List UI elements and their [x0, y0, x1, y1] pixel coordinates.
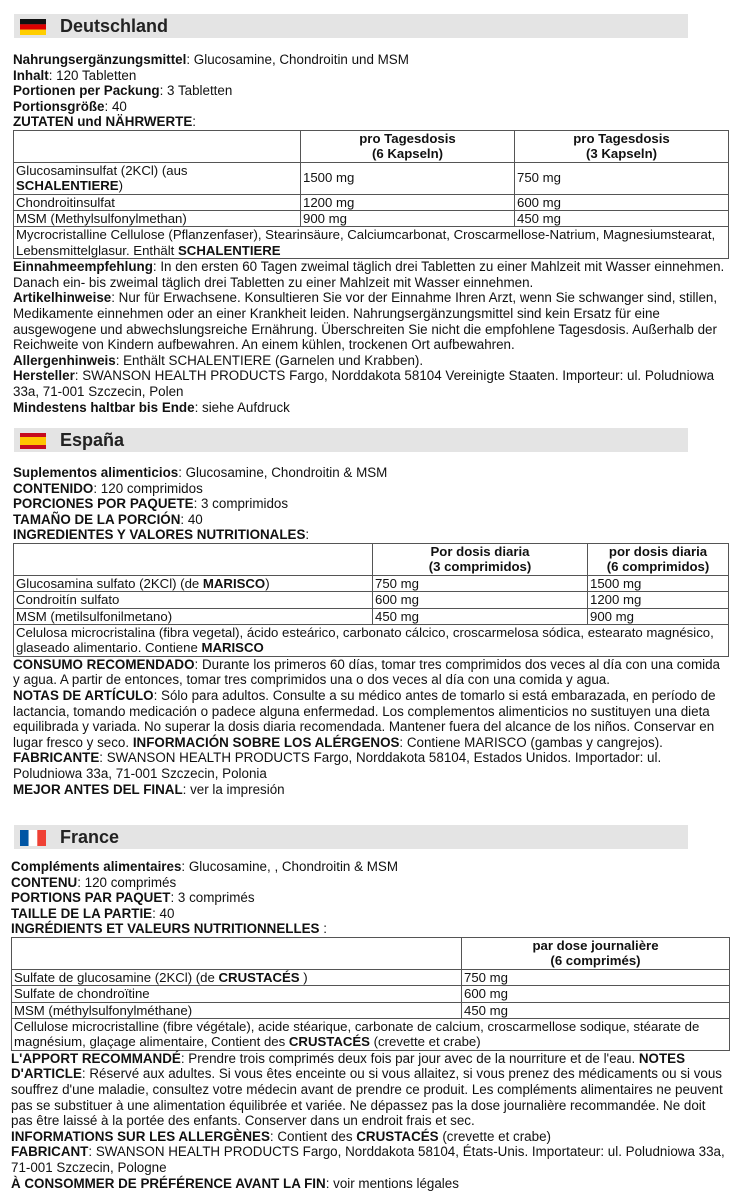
bold-text: TAILLE DE LA PARTIE — [11, 905, 153, 921]
france-flag-icon — [20, 830, 46, 846]
text: MSM (méthylsulfonylméthane) — [14, 1002, 193, 1018]
text: : 120 comprimidos — [93, 480, 203, 496]
paragraph — [13, 400, 729, 416]
bold-text: Compléments alimentaires — [11, 859, 182, 874]
text: : 40 — [104, 98, 127, 114]
bold-text: SCHALENTIERE — [178, 242, 281, 258]
section-header-de — [14, 14, 688, 38]
bold-text: MARISCO — [201, 640, 264, 656]
section-header-es — [14, 428, 688, 452]
text: ) — [299, 969, 308, 985]
text: (crevette et crabe) — [438, 1128, 551, 1144]
paragraph — [13, 353, 729, 369]
table-row-other-ingredients — [14, 625, 729, 657]
section-title-es: España — [60, 430, 125, 450]
text: : SWANSON HEALTH PRODUCTS Fargo, Norddakota 58104 Vereinigte Staaten. Importeur: ul. Poludniowa 33a, 71-001 Szczecin, Polen — [13, 368, 715, 399]
bold-text: Mindestens haltbar bis Ende — [13, 399, 195, 415]
paragraph — [13, 481, 729, 497]
nutrition-table — [13, 543, 729, 657]
germany-flag-icon — [20, 19, 46, 35]
paragraph — [11, 1129, 730, 1145]
bold-text: INGREDIENTES Y VALORES NUTRITIONALES — [13, 527, 306, 543]
nutrition-table — [11, 937, 730, 1051]
nutrition-table — [13, 130, 729, 259]
table-header-row — [12, 937, 730, 969]
ingredient-amount: 600 mg — [373, 592, 588, 608]
ingredient-name — [14, 608, 373, 624]
ingredient-name — [14, 575, 373, 591]
paragraph — [11, 890, 730, 906]
paragraph — [13, 750, 729, 781]
paragraph — [13, 657, 729, 688]
text: : 3 comprimés — [170, 890, 255, 906]
table-row — [12, 986, 730, 1002]
bold-text: Artikelhinweise — [13, 290, 112, 306]
paragraph — [13, 259, 729, 290]
text: : 40 — [152, 905, 175, 921]
bold-text: Hersteller — [13, 368, 75, 384]
text: : Contient des — [269, 1128, 357, 1144]
bold-text: CONTENIDO — [13, 480, 94, 496]
notes — [13, 657, 729, 797]
bold-text: PORTIONS PAR PAQUET — [11, 890, 171, 906]
bold-text: NOTAS DE ARTÍCULO — [13, 688, 154, 703]
paragraph — [13, 68, 729, 84]
bold-text: CONSUMO RECOMENDADO — [13, 656, 195, 672]
text: Sulfate de chondroïtine — [14, 986, 150, 1002]
text: Glucosamina sulfato (2KCl) (de — [16, 575, 203, 591]
other-ingredients — [14, 227, 729, 259]
ingredient-name — [14, 592, 373, 608]
table-row — [12, 969, 730, 985]
bold-text: TAMAÑO DE LA PORCIÓN — [13, 511, 181, 527]
section-title-de: Deutschland — [60, 16, 169, 36]
bold-text: CRUSTACÉS — [288, 1034, 370, 1050]
paragraph — [13, 114, 729, 130]
bold-text: NOTES D'ARTICLE — [11, 1050, 686, 1082]
bold-text: CRUSTACÉS — [218, 969, 300, 985]
text: : SWANSON HEALTH PRODUCTS Fargo, Norddakota 58104, États-Unis. Importateur: ul. Poludniowa 33a, 71-001 Szczecin, Pologne — [11, 1144, 725, 1175]
text: (crevette et crabe) — [369, 1034, 481, 1050]
text: ) — [118, 178, 123, 194]
bold-text: CONTENU — [11, 874, 78, 890]
text: : Glucosamine, Chondroitin & MSM — [178, 465, 388, 480]
text: Cellulose microcristalline (fibre végétale), acide stéarique, carbonate de calcium, croscarmellose sodique, stéarate de magnésium, glaçage alimentaire, Contient des — [14, 1019, 700, 1050]
text: : Sólo para adultos. Consulte a su médico antes de tomarlo si está embarazada, en período de lactancia, tomando medicación o padece alguna enfermedad. Los complementos alimenticios no sustituyen una dieta equilibrada y variada. No superar la dosis diaria recomendada. Mantener fuera del alcance de los niños. Conservar en lugar fresco y seco. — [13, 688, 716, 750]
bold-text: MEJOR ANTES DEL FINAL — [13, 781, 183, 797]
ingredient-amount: 450 mg — [373, 608, 588, 624]
text: : — [319, 921, 327, 937]
text: : Glucosamine, Chondroitin und MSM — [186, 52, 409, 67]
paragraph — [11, 875, 730, 891]
ingredient-amount: 600 mg — [462, 986, 730, 1002]
text: : 40 — [180, 511, 203, 527]
text: : Réservé aux adultes. Si vous êtes enceinte ou si vous allaitez, si vous prenez des médicaments ou si vous souffrez d'une maladie, consultez votre médecin avant de prendre ce produit. Les compléments alimentaires ne peuvent pas se substituer à une alimentation équilibrée et variée. Ne dépassez pas la dose journalière recommandée. Ne doit pas être laissé à la portée des enfants. Conserver dans un endroit frais et sec. — [11, 1066, 723, 1129]
paragraph — [13, 465, 729, 481]
notes — [11, 1051, 730, 1191]
bold-text: Einnahmeempfehlung — [13, 259, 153, 275]
table-row-other-ingredients — [12, 1019, 730, 1051]
bold-text: L'APPORT RECOMMANDÉ — [11, 1050, 181, 1066]
ingredient-amount: 1500 mg — [301, 162, 515, 194]
section-title-fr: France — [60, 827, 120, 847]
table-row — [14, 162, 729, 194]
text: : 120 comprimés — [77, 874, 177, 890]
bold-text: INFORMATIONS SUR LES ALLERGÈNES — [11, 1128, 270, 1144]
paragraph — [11, 1051, 730, 1129]
table-row — [14, 194, 729, 210]
bold-text: ZUTATEN und NÄHRWERTE — [13, 114, 193, 130]
info-lines — [11, 859, 730, 937]
text: : Nur für Erwachsene. Konsultieren Sie vor der Einnahme Ihren Arzt, wenn Sie schwanger sind, stillen, Medikamente einnehmen oder an einer Krankheit leiden. Nahrungsergänzungsmittel sind kein Ersatz für eine ausgewogene und abwechslungsreiche Ernährung. Überschreiten Sie nicht die empfohlene Tagesdosis. Außerhalb der Reichweite von Kindern aufbewahren. An einem kühlen, trockenen Ort aufbewahren. — [13, 290, 718, 353]
paragraph — [13, 52, 729, 68]
paragraph — [13, 368, 729, 399]
text: : Prendre trois comprimés deux fois par jour avec de la nourriture et de l'eau. — [180, 1050, 639, 1066]
ingredient-amount: 900 mg — [301, 211, 515, 227]
paragraph — [13, 782, 729, 798]
ingredient-name — [12, 1002, 462, 1018]
ingredient-amount: 1200 mg — [301, 194, 515, 210]
other-ingredients — [12, 1019, 730, 1051]
bold-text: Nahrungsergänzungsmittel — [13, 52, 187, 67]
ingredient-name — [12, 969, 462, 985]
paragraph — [13, 527, 729, 543]
table-row — [14, 211, 729, 227]
paragraph — [11, 1144, 730, 1175]
table-row — [14, 592, 729, 608]
paragraph — [13, 496, 729, 512]
section-body-es — [13, 465, 729, 797]
text: : — [305, 527, 310, 543]
text: Glucosaminsulfat (2KCl) (aus — [16, 162, 188, 178]
bold-text: Portionen per Packung — [13, 83, 160, 99]
text: : siehe Aufdruck — [194, 399, 290, 415]
paragraph — [13, 688, 729, 750]
paragraph — [11, 859, 730, 875]
section-body-de — [13, 52, 729, 415]
table-header-row — [14, 543, 729, 575]
paragraph — [11, 1176, 730, 1192]
table-row — [12, 1002, 730, 1018]
column-header-daily-dose: Por dosis diaria (3 comprimidos) — [373, 543, 588, 575]
text: : 3 comprimidos — [193, 496, 289, 512]
text: Mycrocristalline Cellulose (Pflanzenfaser), Stearinsäure, Calciumcarbonat, Croscarmellose-Natrium, Magnesiumstearat, Lebensmittelglasur. Enthält — [16, 227, 716, 258]
text: : Enthält SCHALENTIERE (Garnelen und Krabben). — [115, 352, 424, 368]
bold-text: SCHALENTIERE — [16, 178, 119, 194]
text: Sulfate de glucosamine (2KCl) (de — [14, 969, 219, 985]
text: : SWANSON HEALTH PRODUCTS Fargo, Norddakota 58104, Estados Unidos. Importador: ul. Poludniowa 33a, 71-001 Szczecin, Polonia — [13, 750, 662, 781]
text: Chondroitinsulfat — [16, 194, 115, 210]
bold-text: INGRÉDIENTS ET VALEURS NUTRITIONNELLES — [11, 921, 320, 937]
table-row — [14, 575, 729, 591]
text: : — [192, 114, 196, 130]
text: : ver la impresión — [182, 781, 285, 797]
other-ingredients — [14, 625, 729, 657]
column-header-daily-dose: pro Tagesdosis (3 Kapseln) — [515, 130, 729, 162]
paragraph — [13, 512, 729, 528]
bold-text: Inhalt — [13, 67, 49, 83]
bold-text: FABRICANTE — [13, 750, 100, 766]
bold-text: MARISCO — [202, 575, 266, 591]
paragraph — [13, 290, 729, 352]
text: : 120 Tabletten — [48, 67, 137, 83]
bold-text: À CONSOMMER DE PRÉFÉRENCE AVANT LA FIN — [11, 1175, 326, 1191]
ingredient-amount: 750 mg — [515, 162, 729, 194]
ingredient-amount: 900 mg — [588, 608, 729, 624]
info-lines — [13, 465, 729, 543]
text: MSM (metilsulfonilmetano) — [16, 608, 173, 624]
bold-text: Suplementos alimenticios — [13, 465, 179, 480]
paragraph — [13, 83, 729, 99]
ingredient-amount: 450 mg — [515, 211, 729, 227]
text: : 3 Tabletten — [159, 83, 233, 99]
column-header-daily-dose: por dosis diaria (6 comprimidos) — [588, 543, 729, 575]
ingredient-amount: 1200 mg — [588, 592, 729, 608]
bold-text: INFORMACIÓN SOBRE LOS ALÉRGENOS — [132, 734, 400, 750]
paragraph — [11, 921, 730, 937]
ingredient-amount: 750 mg — [373, 575, 588, 591]
paragraph — [13, 99, 729, 115]
ingredient-name — [14, 211, 301, 227]
text: : Durante los primeros 60 días, tomar tres comprimidos dos veces al día con una comida y agua. A partir de entonces, tomar tres comprimidos una o dos veces al día con una comida y agua. — [13, 656, 720, 688]
text: : In den ersten 60 Tagen zweimal täglich drei Tabletten zu einer Mahlzeit mit Wasser einnehmen. Danach ein- bis zweimal täglich drei Tabletten zu einer Mahlzeit mit Wasser einnehmen. — [13, 259, 725, 290]
bold-text: Portionsgröße — [13, 98, 105, 114]
bold-text: CRUSTACÉS — [356, 1128, 439, 1144]
column-header-daily-dose: pro Tagesdosis (6 Kapseln) — [301, 130, 515, 162]
notes — [13, 259, 729, 415]
spain-flag-icon — [20, 433, 46, 449]
section-header-fr — [14, 825, 688, 849]
ingredient-amount: 450 mg — [462, 1002, 730, 1018]
text: : Glucosamine, , Chondroitin & MSM — [181, 859, 398, 874]
text: Celulosa microcristalina (fibra vegetal), ácido esteárico, carbonato cálcico, croscarmelosa sódica, estearato magnésico, glaseado alimentario. Contiene — [16, 625, 714, 656]
bold-text: PORCIONES POR PAQUETE — [13, 496, 194, 512]
text: : voir mentions légales — [325, 1175, 459, 1191]
ingredient-amount: 750 mg — [462, 969, 730, 985]
text: ) — [265, 575, 270, 591]
table-header-row — [14, 130, 729, 162]
ingredient-name — [14, 162, 301, 194]
ingredient-amount: 600 mg — [515, 194, 729, 210]
ingredient-name — [14, 194, 301, 210]
info-lines — [13, 52, 729, 130]
paragraph — [11, 906, 730, 922]
table-row-other-ingredients — [14, 227, 729, 259]
table-row — [14, 608, 729, 624]
bold-text: Allergenhinweis — [13, 352, 116, 368]
text: Condroitín sulfato — [16, 592, 120, 608]
column-header-daily-dose: par dose journalière (6 comprimés) — [462, 937, 730, 969]
text: : Contiene MARISCO (gambas y cangrejos). — [399, 734, 663, 750]
bold-text: FABRICANT — [11, 1144, 89, 1160]
ingredient-name — [12, 986, 462, 1002]
ingredient-amount: 1500 mg — [588, 575, 729, 591]
section-body-fr — [11, 859, 730, 1191]
text: MSM (Methylsulfonylmethan) — [16, 211, 187, 226]
